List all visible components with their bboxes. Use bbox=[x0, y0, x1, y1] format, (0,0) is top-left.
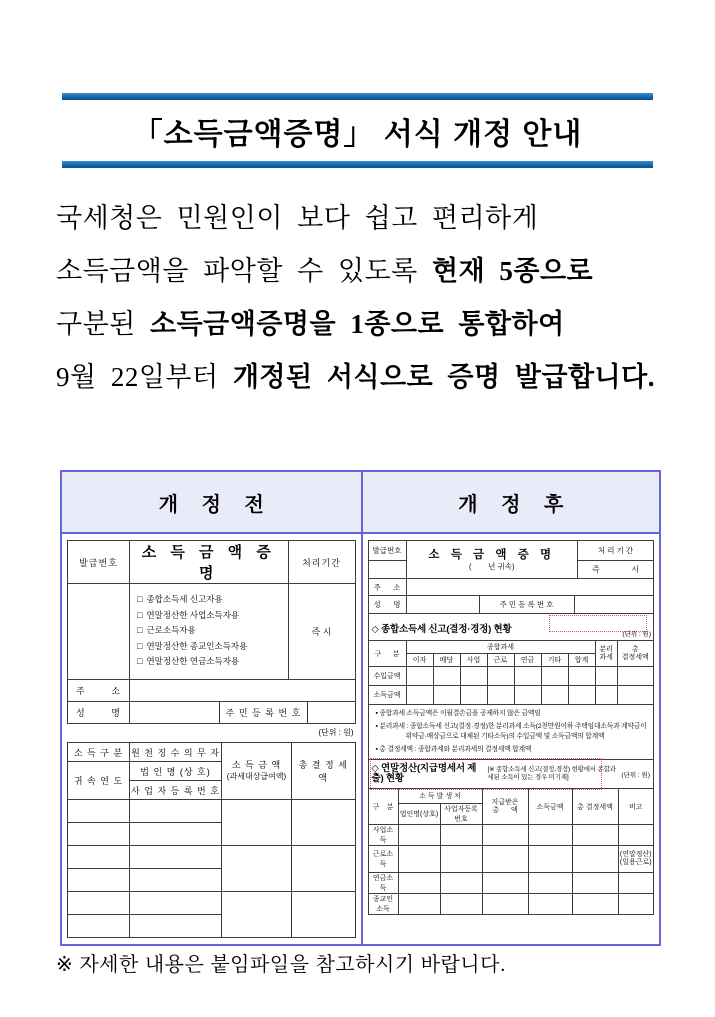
total-tax-header: 총 결정세액 bbox=[572, 789, 618, 825]
before-form-head-table bbox=[67, 540, 356, 680]
section2-bracket-note: [※ 종합소득세 신고(결정,경정) 현황에서 종합과세된 소득이 있는 경우 미기재] bbox=[487, 765, 616, 781]
rrn-label: 주 민 등 록 번 호 bbox=[220, 702, 308, 724]
empty-cell bbox=[440, 873, 482, 894]
comparison-header bbox=[62, 472, 659, 534]
accent-bar-bottom bbox=[62, 161, 653, 168]
empty-cell bbox=[617, 686, 653, 705]
biz-number-header: 사업자등록번호 bbox=[440, 804, 482, 825]
combined-tax-header: 종합과세 bbox=[406, 641, 595, 654]
empty-cell bbox=[568, 686, 595, 705]
checkbox-icon: □ bbox=[137, 640, 143, 651]
row-revenue-label: 수입금액 bbox=[368, 667, 406, 686]
empty-cell bbox=[617, 667, 653, 686]
col-pension: 연금 bbox=[514, 654, 541, 667]
empty-cell bbox=[440, 825, 482, 846]
empty-cell bbox=[406, 667, 433, 686]
name-label: 성 명 bbox=[368, 596, 406, 614]
address-value-cell bbox=[406, 579, 654, 596]
after-form-head-table bbox=[368, 540, 655, 579]
cert-type-row: □ 연말정산한 종교인소득자용 bbox=[137, 640, 248, 651]
empty-cell bbox=[130, 915, 222, 938]
empty-cell bbox=[130, 892, 222, 915]
income-amount-header: 소 득 금 액 (과세대상급여액) bbox=[222, 743, 292, 800]
intro-line-1: 국세청은 민원인이 보다 쉽고 편리하게 bbox=[56, 203, 539, 233]
section2-title: ◇ 연말정산(지급명세서 제출) 현황 bbox=[371, 763, 477, 784]
footnote: ▪ 분리과세 : 종합소득세 신고(결정·경정)한 분리과세 소득(2천만원이하 주택임대소득과 계약금이 위약금·배상금으로 대체된 기타소득)의 수입금액 및 소득금액의 합계액 bbox=[375, 723, 647, 740]
total-determined-tax-header: 총 결정세액 bbox=[617, 641, 653, 667]
issue-number-cell bbox=[68, 584, 130, 680]
footnote: ▪ 종합과세 소득금액은 이월결손금을 공제하지 않은 금액임 bbox=[375, 710, 541, 717]
corp-name-header: 법 인 명 (상 호) bbox=[130, 762, 222, 781]
col-other: 기타 bbox=[541, 654, 568, 667]
col-sum: 합계 bbox=[568, 654, 595, 667]
empty-cell bbox=[618, 825, 654, 846]
title-block bbox=[62, 93, 653, 168]
before-form bbox=[62, 534, 361, 944]
address-label: 주 소 bbox=[68, 680, 130, 702]
immediate-value: 즉 시 bbox=[578, 561, 654, 579]
row-pension-income: 연금소득 bbox=[368, 873, 398, 894]
row-labor-income: 근로소득 bbox=[368, 846, 398, 873]
gubun-header: 구 분 bbox=[368, 641, 406, 667]
empty-cell bbox=[68, 846, 130, 869]
empty-cell bbox=[528, 846, 572, 873]
after-name-row bbox=[368, 595, 655, 614]
income-amount-header: 소득금액 bbox=[528, 789, 572, 825]
before-name-row bbox=[67, 701, 356, 724]
empty-cell bbox=[440, 894, 482, 915]
intro-line-3: 구분된 소득금액증명을 1종으로 통합하여 bbox=[56, 309, 565, 339]
empty-cell bbox=[440, 846, 482, 873]
footnotes bbox=[368, 705, 655, 760]
year-header: 귀 속 연 도 bbox=[68, 762, 130, 800]
page-title: 「소득금액증명」 서식 개정 안내 bbox=[132, 118, 583, 151]
empty-cell bbox=[487, 667, 514, 686]
accent-bar-top bbox=[62, 93, 653, 100]
year-subtitle: ( 년 귀속) bbox=[469, 561, 515, 571]
col-labor: 근로 bbox=[487, 654, 514, 667]
empty-cell bbox=[482, 873, 528, 894]
income-source-header: 소 득 발 생 처 bbox=[398, 789, 482, 804]
after-revision-header: 개 정 후 bbox=[361, 472, 660, 534]
issue-number-cell bbox=[368, 561, 406, 579]
empty-cell bbox=[130, 869, 222, 892]
empty-cell bbox=[618, 894, 654, 915]
name-label: 성 명 bbox=[68, 702, 130, 724]
section2-title-strip bbox=[368, 759, 655, 789]
cert-type-row: □ 연말정산한 사업소득자용 bbox=[137, 609, 240, 620]
unit-note: (단위 : 원) bbox=[622, 631, 651, 638]
empty-cell bbox=[514, 667, 541, 686]
col-business: 사업 bbox=[460, 654, 487, 667]
comparison-table bbox=[60, 470, 661, 946]
unit-note: (단위 : 원) bbox=[318, 728, 354, 737]
row-religious-income: 종교인소득 bbox=[368, 894, 398, 915]
empty-cell bbox=[595, 667, 617, 686]
empty-cell bbox=[222, 800, 292, 846]
before-income-table bbox=[67, 742, 356, 938]
footer-note: ※ 자세한 내용은 붙임파일을 참고하시기 바랍니다. bbox=[56, 954, 506, 976]
empty-cell bbox=[528, 894, 572, 915]
checkbox-icon: □ bbox=[137, 609, 143, 620]
empty-cell bbox=[398, 894, 440, 915]
cert-type-row: □ 종합소득세 신고자용 bbox=[137, 594, 223, 605]
empty-cell bbox=[572, 894, 618, 915]
empty-cell bbox=[406, 686, 433, 705]
empty-cell bbox=[130, 823, 222, 846]
name-value-cell bbox=[406, 596, 479, 614]
after-form bbox=[361, 534, 660, 944]
empty-cell bbox=[68, 869, 130, 892]
rrn-value-cell bbox=[574, 596, 654, 614]
empty-cell bbox=[514, 686, 541, 705]
empty-cell bbox=[68, 823, 130, 846]
address-value-cell bbox=[130, 680, 356, 702]
empty-cell bbox=[433, 667, 460, 686]
unit-note: (단위 : 원) bbox=[621, 771, 650, 779]
year-end-settlement-table bbox=[368, 788, 655, 915]
labor-income-remark: (연말정산) (일용근로) bbox=[618, 846, 654, 873]
biz-number-header: 사 업 자 등 록 번 호 bbox=[130, 781, 222, 800]
address-label: 주 소 bbox=[368, 579, 406, 596]
empty-cell bbox=[482, 894, 528, 915]
empty-cell bbox=[618, 873, 654, 894]
remark-header: 비고 bbox=[618, 789, 654, 825]
empty-cell bbox=[482, 846, 528, 873]
empty-cell bbox=[292, 846, 356, 892]
immediate-value: 즉 시 bbox=[288, 584, 355, 680]
after-address-row bbox=[368, 578, 655, 596]
empty-cell bbox=[130, 800, 222, 823]
issue-number-label: 발급번호 bbox=[368, 541, 406, 561]
empty-cell bbox=[482, 825, 528, 846]
col-dividend: 배당 bbox=[433, 654, 460, 667]
empty-cell bbox=[398, 873, 440, 894]
empty-cell bbox=[292, 892, 356, 938]
empty-cell bbox=[572, 846, 618, 873]
rrn-value-cell bbox=[308, 702, 356, 724]
comprehensive-tax-table bbox=[368, 640, 655, 705]
empty-cell bbox=[398, 825, 440, 846]
empty-cell bbox=[68, 892, 130, 915]
empty-cell bbox=[292, 800, 356, 846]
processing-time-label: 처리기간 bbox=[288, 541, 355, 584]
cert-type-row: □ 연말정산한 연금소득자용 bbox=[137, 656, 240, 667]
empty-cell bbox=[68, 800, 130, 823]
issue-number-label: 발급번호 bbox=[68, 541, 130, 584]
row-business-income: 사업소득 bbox=[368, 825, 398, 846]
income-class-header: 소 득 구 분 bbox=[68, 743, 130, 762]
empty-cell bbox=[487, 686, 514, 705]
gubun-header: 구 분 bbox=[368, 789, 398, 825]
checkbox-icon: □ bbox=[137, 594, 143, 605]
intro-line-2: 소득금액을 파악할 수 있도록 현재 5종으로 bbox=[56, 256, 594, 286]
checkbox-icon: □ bbox=[137, 656, 143, 667]
checkbox-icon: □ bbox=[137, 625, 143, 636]
footnote: ▪ 총 결정세액 : 종합과세와 분리과세의 결정세액 합계액 bbox=[375, 746, 532, 753]
total-tax-header: 총 결 정 세 액 bbox=[292, 743, 356, 800]
empty-cell bbox=[68, 915, 130, 938]
empty-cell bbox=[528, 825, 572, 846]
empty-cell bbox=[222, 846, 292, 892]
empty-cell bbox=[460, 686, 487, 705]
intro-line-4: 9월 22일부터 개정된 서식으로 증명 발급합니다. bbox=[56, 362, 655, 392]
empty-cell bbox=[572, 825, 618, 846]
form-title: 소 득 금 액 증 명 ( 년 귀속) bbox=[406, 541, 578, 579]
cert-type-row: □ 근로소득자용 bbox=[137, 625, 196, 636]
withholder-header: 원 천 징 수 의 무 자 bbox=[130, 743, 222, 762]
separate-tax-header: 분리 과세 bbox=[595, 641, 617, 667]
form-title: 소 득 금 액 증 명 bbox=[130, 541, 289, 584]
before-revision-header: 개 정 전 bbox=[62, 472, 361, 534]
section1-title-strip bbox=[368, 613, 655, 641]
section1-title: ◇ 종합소득세 신고(결정·경정) 현황 bbox=[371, 624, 512, 635]
certificate-type-list bbox=[130, 584, 289, 680]
empty-cell bbox=[541, 667, 568, 686]
empty-cell bbox=[433, 686, 460, 705]
row-income-label: 소득금액 bbox=[368, 686, 406, 705]
empty-cell bbox=[130, 846, 222, 869]
empty-cell bbox=[460, 667, 487, 686]
empty-cell bbox=[398, 846, 440, 873]
empty-cell bbox=[572, 873, 618, 894]
empty-cell bbox=[568, 667, 595, 686]
amount-paid-header: 지급받은 총 액 bbox=[482, 789, 528, 825]
name-value-cell bbox=[130, 702, 220, 724]
processing-time-label: 처 리 기 간 bbox=[578, 541, 654, 561]
empty-cell bbox=[222, 892, 292, 938]
corp-name-header: 법인명(상호) bbox=[398, 804, 440, 825]
intro-paragraph bbox=[56, 192, 666, 404]
rrn-label: 주 민 등 록 번 호 bbox=[479, 596, 574, 614]
empty-cell bbox=[528, 873, 572, 894]
col-interest: 이자 bbox=[406, 654, 433, 667]
empty-cell bbox=[541, 686, 568, 705]
before-address-row bbox=[67, 679, 356, 702]
empty-cell bbox=[595, 686, 617, 705]
